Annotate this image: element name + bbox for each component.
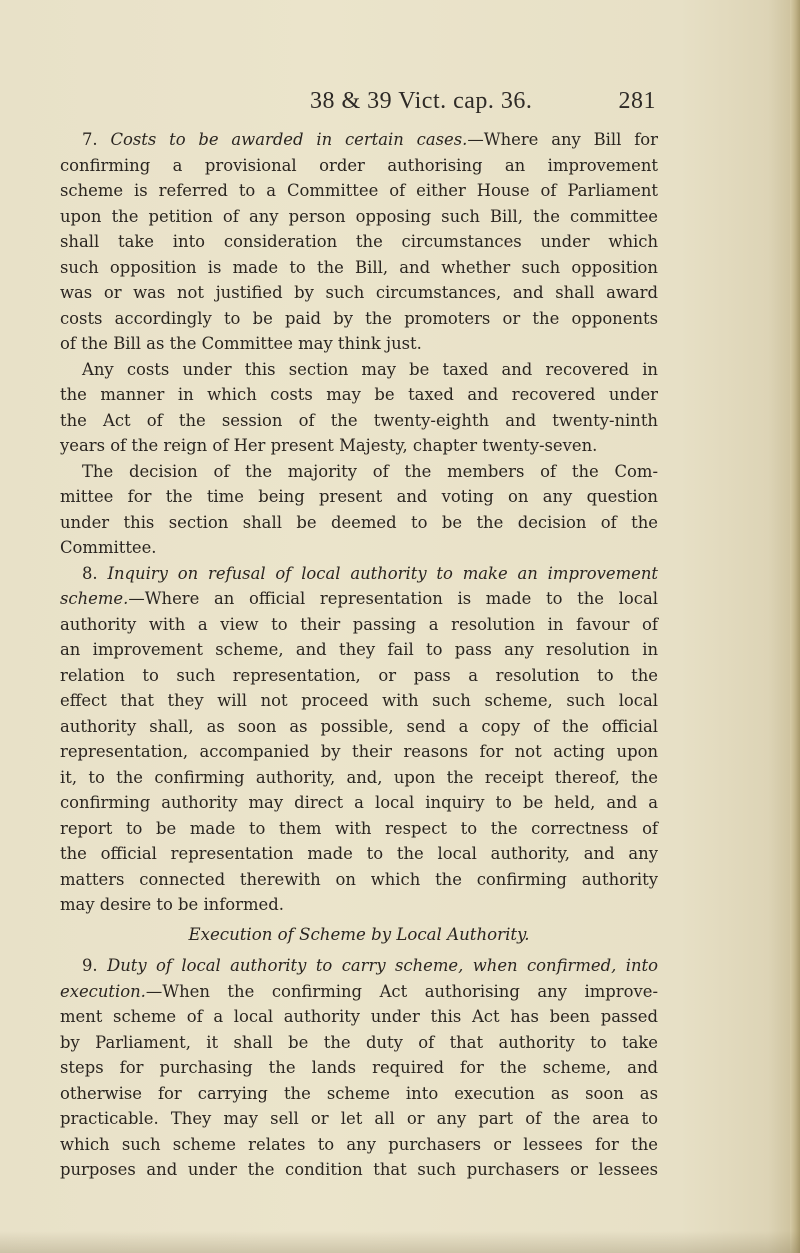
text-line: by Parliament, it shall be the duty of that authority to take [60,1032,658,1052]
text-line: purposes and under the condition that such purchasers or lessees [60,1160,658,1179]
text-line: —Where an official representation is made to the local [128,589,658,608]
text-line: confirming authority may direct a local inquiry to be held, and a [60,793,658,812]
text-line: may desire to be informed. [60,895,284,914]
text-line: —Where any Bill for [467,130,658,149]
text-line: of the Bill as the Committee may think just. [60,334,422,353]
section-9-title-cont: execution. [60,981,146,1001]
text-line: practicable. They may sell or let all or any part of the area to [60,1109,658,1128]
section-8-first-line [60,561,658,587]
text-line: mittee for the time being present and voting on any question [60,487,658,506]
text-line: effect that they will not proceed with such scheme, such local [60,691,658,710]
text-line: report to be made to them with respect to the correctness of [60,818,658,838]
section-7-first-line [60,127,658,153]
text-line: an improvement scheme, and they fail to pass any resolution in [60,640,658,659]
text-line: under this section shall be deemed to be the decision of the [60,512,658,532]
text-line: authority shall, as soon as possible, send a copy of the official [60,716,658,736]
text-line: costs accordingly to be paid by the promoters or the opponents [60,308,658,328]
text-line: The decision of the majority of the members of the Com- [82,461,658,481]
section-8-number: 8. [82,563,98,583]
text-line: years of the reign of Her present Majesty, chapter twenty-seven. [60,436,598,455]
text-line: —When the confirming Act authorising any improve- [145,981,658,1001]
page-number: 281 [618,88,656,114]
text-line: steps for purchasing the lands required for the scheme, and [60,1058,658,1077]
text-line: it, to the confirming authority, and, upon the receipt thereof, the [60,767,658,787]
text-line: otherwise for carrying the scheme into execution as soon as [60,1083,658,1103]
text-line: Any costs under this section may be taxed and recovered in [82,359,658,379]
text-line: the official representation made to the local authority, and any [60,844,658,863]
text-line: relation to such representation, or pass a resolution to the [60,665,658,685]
text-line: upon the petition of any person opposing such Bill, the committee [60,206,658,226]
text-line: scheme is referred to a Committee of either House of Parliament [60,181,658,200]
part-heading: Execution of Scheme by Local Authority. [188,924,530,944]
text-line: which such scheme relates to any purchasers or lessees for the [60,1134,658,1154]
section-8-title: Inquiry on refusal of local authority to make an improvement [107,563,658,583]
text-line: representation, accompanied by their reasons for not acting upon [60,742,658,761]
section-8-title-cont: scheme. [60,589,129,608]
text-line: ment scheme of a local authority under this Act has been passed [60,1007,658,1026]
section-9-number: 9. [82,956,98,975]
text-line: confirming a provisional order authorising an improvement [60,155,658,175]
text-line: authority with a view to their passing a resolution in favour of [60,614,658,634]
section-9-title: Duty of local authority to carry scheme, when confirmed, into [107,956,659,975]
section-8-second-line [60,586,658,612]
running-title: 38 & 39 Vict. cap. 36. [310,88,533,114]
section-7-number: 7. [82,130,98,149]
page-header [310,88,656,118]
text-line: matters connected therewith on which the confirming authority [60,869,658,889]
section-9-second-line [60,979,658,1005]
text-line: the Act of the session of the twenty-eighth and twenty-ninth [60,410,658,430]
section-9-first-line [60,953,658,979]
text-line: Committee. [60,538,157,557]
text-line: shall take into consideration the circumstances under which [60,232,658,251]
section-7-title: Costs to be awarded in certain cases. [110,130,468,149]
text-line: the manner in which costs may be taxed and recovered under [60,385,658,404]
text-line: such opposition is made to the Bill, and whether such opposition [60,257,658,277]
page-bottom-shadow [0,1231,800,1253]
text-line: was or was not justified by such circumstances, and shall award [60,283,658,302]
body-text [60,127,658,1183]
page-binding-edge [790,0,800,1253]
